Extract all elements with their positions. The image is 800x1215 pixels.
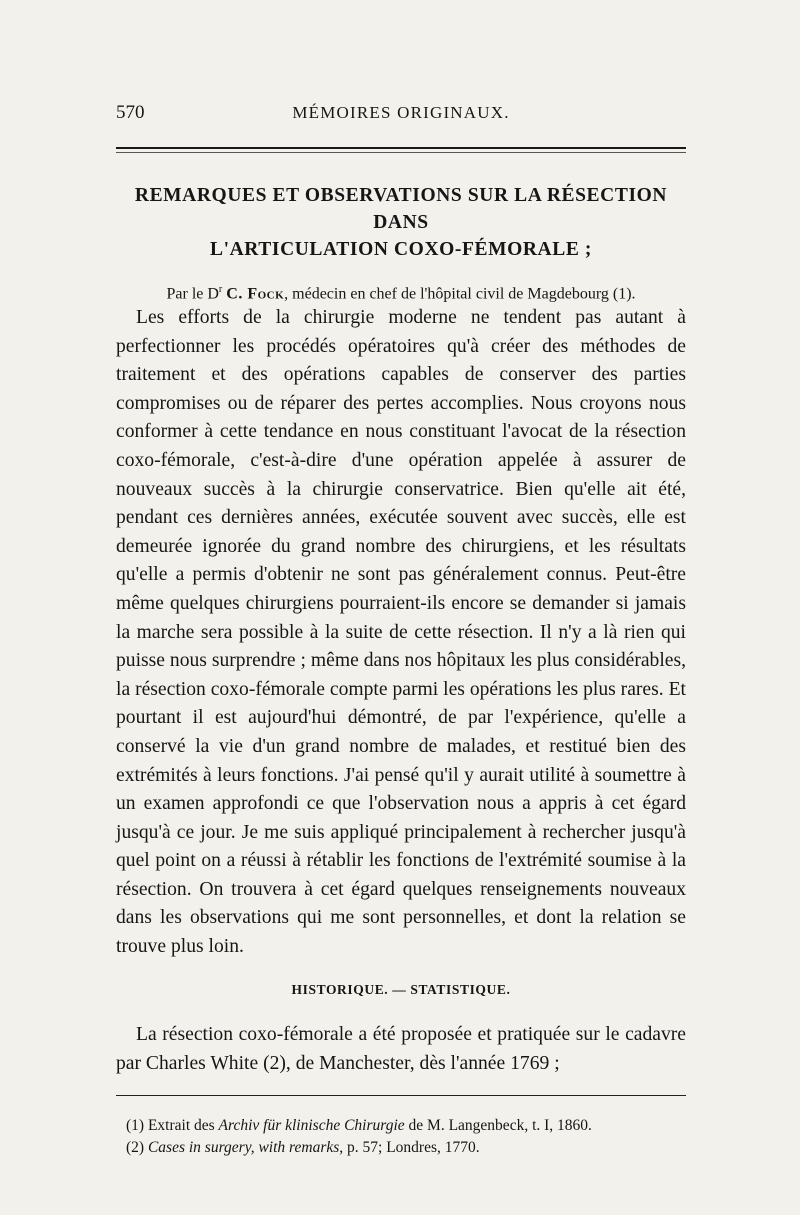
article-title-line-2: L'ARTICULATION COXO-FÉMORALE ; xyxy=(209,239,593,260)
byline-prefix: Par le D xyxy=(166,285,219,303)
body-text-2 xyxy=(116,1021,686,1078)
header-rule xyxy=(116,147,686,149)
header-rule-thin xyxy=(116,152,686,153)
footnote-1-prefix: (1) Extrait des xyxy=(126,1117,219,1134)
byline-sup: r xyxy=(218,284,223,295)
footnote-rule xyxy=(116,1095,686,1096)
footnote-1 xyxy=(126,1115,686,1137)
page-number: 570 xyxy=(116,102,145,123)
footnote-1-title: Archiv für klinische Chirurgie xyxy=(218,1117,405,1134)
footnotes xyxy=(126,1115,686,1159)
running-title: MÉMOIRES ORIGINAUX. xyxy=(292,103,510,122)
byline-suffix: , médecin en chef de l'hôpital civil de Magdebourg (1). xyxy=(284,285,636,303)
byline-author: C. Fock xyxy=(226,285,285,303)
article-title-line-1: REMARQUES ET OBSERVATIONS SUR LA RÉSECTION DANS xyxy=(134,185,668,233)
running-head xyxy=(116,102,686,126)
paragraph-2: La résection coxo-fémorale a été proposée et pratiquée sur le cadavre par Charles White (2), de Manchester, dès l'année 1769 ; xyxy=(116,1024,686,1074)
footnote-2-suffix: , p. 57; Londres, 1770. xyxy=(339,1139,480,1156)
article-title-block xyxy=(108,182,694,305)
section-heading: HISTORIQUE. — STATISTIQUE. xyxy=(291,982,511,997)
byline xyxy=(108,279,694,305)
paragraph-1: Les efforts de la chirurgie moderne ne tendent pas autant à perfectionner les procédés opératoires qu'à créer des méthodes de traitement et des opérations capables de conserver des parties compromises ou de réparer des pertes accomplies. Nous croyons nous conformer à cette tendance en nous constituant l'avocat de la résection coxo-fémorale, c'est-à-dire d'une opération appelée à assurer de nouveaux succès à la chirurgie conservatrice. Bien qu'elle ait été, pendant ces dernières années, exécutée souvent avec succès, elle est demeurée ignorée du grand nombre des chirurgiens, et les résultats qu'elle a permis d'obtenir ne sont pas généralement connus. Peut-être même quelques chirurgiens pourraient-ils encore se demander si jamais la marche sera possible à la suite de cette résection. Il n'y a là rien qui puisse nous surprendre ; même dans nos hôpitaux les plus considérables, la résection coxo-fémorale compte parmi les opérations les plus rares. Et pourtant il est aujourd'hui démontré, de par l'expérience, qu'elle a conservé la vie d'un grand nombre de malades, et restitué bien des extrémités à leurs fonctions. J'ai pensé qu'il y aurait utilité à soumettre à un examen approfondi ce que l'observation nous a appris à cet égard jusqu'à ce jour. Je me suis appliqué principalement à rechercher jusqu'à quel point on a réussi à rétablir les fonctions de l'extrémité soumise à la résection. On trouvera à cet égard quelques renseignements nouveaux dans les observations qui me sont personnelles, et dont la relation se trouve plus loin. xyxy=(116,307,686,958)
body-text xyxy=(116,304,686,962)
footnote-1-suffix: de M. Langenbeck, t. I, 1860. xyxy=(404,1117,592,1134)
footnote-2 xyxy=(126,1137,686,1159)
footnote-2-title: Cases in surgery, with remarks xyxy=(147,1139,340,1156)
footnote-2-prefix: (2) xyxy=(126,1139,148,1156)
